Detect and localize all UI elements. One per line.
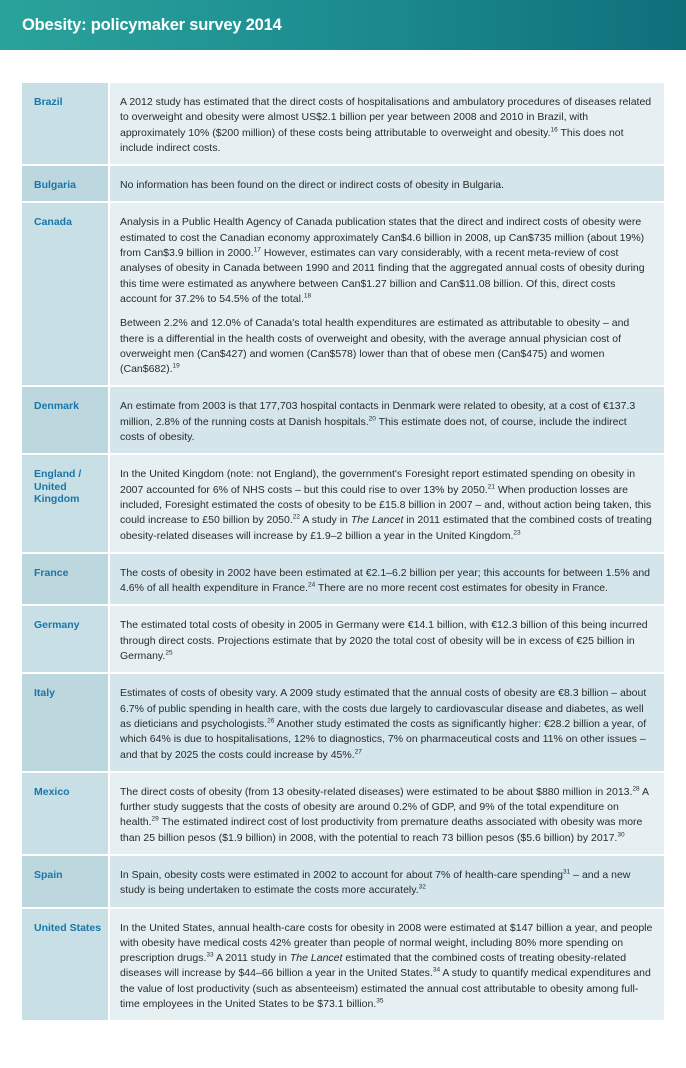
cost-description (110, 166, 664, 201)
footnote-ref: 33 (206, 951, 214, 959)
table-row (22, 166, 664, 201)
footnote-ref: 24 (307, 581, 316, 589)
table-row (22, 674, 664, 770)
table-row (22, 83, 664, 164)
text-segment: This estimate does not, of course, include the indirect costs of obesity. (120, 415, 627, 444)
country-cost-table (22, 83, 664, 1022)
table-row (22, 773, 664, 854)
footnote-ref: 32 (418, 883, 426, 891)
text-segment: In the United Kingdom (note: not England), the government's Foresight report estimated spending on obesity in 2007 accounted for 6% of NHS costs – but this could rise to over 13% by 2050. (120, 468, 636, 496)
text-segment: The estimated total costs of obesity in 2005 in Germany were €14.1 billion, with €12.3 billion of this being incurred through direct costs. Projections estimate that by 2020 the total cost of obesity will be in excess of €25 billion in Germany. (120, 619, 648, 663)
cost-description (110, 387, 664, 453)
footnote-ref: 21 (487, 483, 495, 491)
footnote-ref: 20 (368, 415, 376, 423)
text-segment: Another study estimated the costs as significantly higher: €28.2 billion a year, of which 64% is due to hospitalisations, 12% to diagnostics, 7% on pharmaceutical costs and 11% on other issues – and that by 2025 the costs could increase by 45%. (120, 717, 647, 761)
country-name-line: Mexico (34, 785, 70, 798)
text-segment: The estimated indirect cost of lost productivity from premature deaths associated with obesity was more than 25 billion pesos ($1.9 billion) in 2008, with the potential to reach 73 billion pesos ($5.6 billion) by 2017. (120, 816, 643, 844)
description-paragraph (120, 785, 654, 846)
country-name-line: England / (34, 468, 82, 481)
country-name (22, 909, 108, 1021)
country-name (22, 203, 108, 385)
description-paragraph (120, 618, 654, 664)
footnote-ref: 35 (376, 997, 384, 1005)
table-row (22, 554, 664, 605)
country-name-line: Brazil (34, 96, 63, 108)
text-segment: A study in (300, 514, 351, 527)
text-segment: In the United States, annual health-care costs for obesity in 2008 were estimated at $147 billion a year, and people with obesity have medical costs 42% greater than people of normal weight, including 80% more spending on prescription drugs. (120, 921, 653, 965)
text-segment: In Spain, obesity costs were estimated in 2002 to account for about 7% of health-care spending (120, 868, 564, 881)
cost-description (110, 773, 664, 854)
country-name-line: Spain (34, 868, 63, 881)
text-segment: A further study suggests that the costs of obesity are around 0.2% of GDP, and 9% of the total expenditure on health. (120, 785, 649, 829)
publication-title: The Lancet (350, 514, 404, 527)
country-name (22, 387, 108, 453)
text-segment: When production losses are included, Foresight estimated the costs of obesity to be £15.8 billion in 2007 – and, without action being taken, this could increase to £50 billion by 2050. (120, 483, 652, 527)
text-segment: No information has been found on the direct or indirect costs of obesity in Bulgaria. (120, 179, 505, 192)
description-paragraph (120, 868, 654, 899)
cost-description (110, 455, 664, 551)
text-segment: estimated that the combined costs of treating obesity-related diseases will increase by $44–66 billion a year in the United States. (120, 952, 627, 980)
country-name (22, 554, 108, 605)
footnote-ref: 16 (550, 126, 558, 134)
country-name-line: France (34, 566, 69, 579)
footnote-ref: 30 (617, 831, 625, 839)
country-name (22, 773, 108, 854)
text-segment: However, estimates can vary considerably, with a recent meta-review of cost analyses of obesity in Canada between 1990 and 2011 finding that the aggregated annual costs of obesity during this time were estimated as anywhere between Can$1.27 billion and Can$11.08 billion. Of this, direct costs account for 37.2% to 54.5% of the total. (120, 247, 645, 305)
text-segment: The direct costs of obesity (from 13 obesity-related diseases) were estimated to be about $880 million in 2013. (120, 785, 633, 798)
text-segment: in 2011 estimated that the combined costs of treating obesity-related diseases will increase by £1.9–2 billion a year in the United Kingdom. (120, 514, 652, 542)
cost-description (110, 909, 664, 1021)
footnote-ref: 22 (292, 513, 301, 521)
cost-description (110, 203, 664, 385)
text-segment: The costs of obesity in 2002 have been estimated at €2.1–6.2 billion per year; this accounts for between 1.5% and 4.6% of all health expenditure in France. (120, 566, 650, 595)
cost-description (110, 83, 664, 164)
footnote-ref: 17 (253, 246, 261, 254)
description-paragraph (120, 467, 654, 543)
country-name-line: Germany (34, 619, 80, 632)
cost-description (110, 554, 664, 605)
text-segment: A 2011 study in (213, 952, 290, 965)
footnote-ref: 23 (513, 529, 521, 537)
table-row (22, 606, 664, 672)
description-paragraph (120, 921, 654, 1013)
country-name (22, 83, 108, 164)
description-paragraph (120, 686, 654, 762)
description-paragraph (120, 399, 654, 445)
header-bar (0, 0, 686, 50)
country-name-line: Bulgaria (34, 179, 77, 192)
table-row (22, 455, 664, 551)
description-paragraph (120, 95, 654, 156)
text-segment: Between 2.2% and 12.0% of Canada's total health expenditures are estimated as attributable to obesity – and there is a differential in the health costs of overweight and obesity, with the average annual physician cost of overweight men (Can$427) and women (Can$578) lower than that of obese men (Can$475) and women (Can$682). (120, 317, 630, 376)
text-segment: – and a new study is being undertaken to estimate the costs more accurately. (120, 868, 631, 897)
table-row (22, 909, 664, 1021)
footnote-ref: 19 (172, 362, 180, 370)
country-name-line: Kingdom (34, 493, 80, 506)
text-segment: Estimates of costs of obesity vary. A 2009 study estimated that the annual costs of obesity are €8.3 billion – about 6.7% of public spending in health care, with the costs due largely to cardiovascular disease and diabetes, as well as dieticians and psychologists. (120, 687, 647, 730)
footnote-ref: 26 (267, 717, 275, 725)
text-segment: There are no more recent cost estimates for obesity in France. (315, 582, 608, 595)
country-name-line: Denmark (34, 400, 79, 413)
table-row (22, 856, 664, 907)
footnote-ref: 29 (151, 815, 159, 823)
country-name-line: Canada (34, 216, 72, 229)
cost-description (110, 606, 664, 672)
text-segment: A study to quantify medical expenditures and the value of lost productivity (such as absenteeism) estimated the annual cost attributable to obesity among full-time employees in the United States to be $73.1 billion. (120, 967, 651, 1011)
footnote-ref: 25 (165, 649, 173, 657)
country-name-line: United States (34, 921, 102, 934)
description-paragraph (120, 316, 654, 377)
country-name (22, 606, 108, 672)
country-name (22, 455, 108, 551)
country-name (22, 674, 108, 770)
description-paragraph (120, 215, 654, 307)
publication-title: The Lancet (289, 952, 343, 965)
text-segment: Analysis in a Public Health Agency of Canada publication states that the direct and indirect costs of obesity were estimated to cost the Canadian economy approximately Can$4.6 billion in 2008, up Can$735 million (about 19%) from Can$3.9 billion in 2000. (120, 216, 645, 260)
cost-description (110, 856, 664, 907)
footnote-ref: 31 (563, 868, 571, 876)
text-segment: A 2012 study has estimated that the direct costs of hospitalisations and ambulatory procedures of diseases related to overweight and obesity were almost US$2.1 billion per year between 2008 and 2010 in Brazil, with approximately 10% ($200 million) of these costs being attributable to overweight and obesity. (120, 96, 652, 139)
table-row (22, 387, 664, 453)
country-name-line: United (34, 480, 67, 493)
country-name-line: Italy (34, 687, 56, 700)
footnote-ref: 28 (632, 785, 640, 793)
country-name (22, 166, 108, 201)
text-segment: This does not include indirect costs. (120, 126, 624, 154)
description-paragraph (120, 178, 654, 193)
text-segment: An estimate from 2003 is that 177,703 hospital contacts in Denmark were related to obesity, at a cost of €137.3 million, 2.8% of the running costs at Danish hospitals. (120, 400, 636, 428)
footnote-ref: 34 (432, 966, 441, 974)
table-row (22, 203, 664, 385)
footnote-ref: 27 (354, 748, 362, 755)
cost-description (110, 674, 664, 770)
country-name (22, 856, 108, 907)
footnote-ref: 18 (303, 292, 312, 300)
page-title: Obesity: policymaker survey 2014 (22, 15, 282, 34)
description-paragraph (120, 566, 654, 597)
